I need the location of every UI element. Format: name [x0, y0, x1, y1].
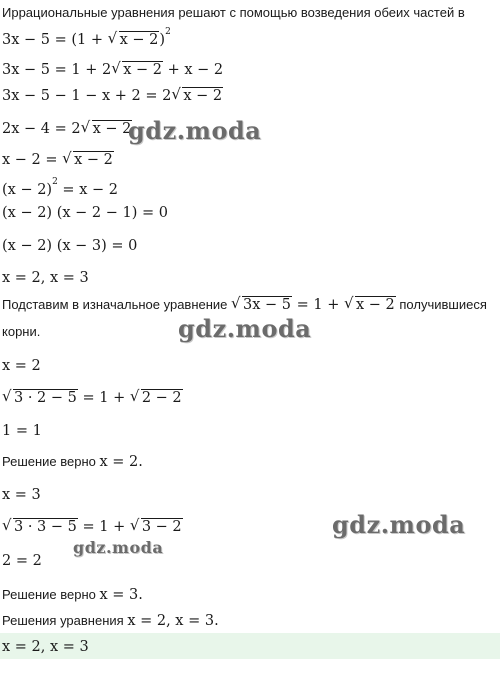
answer-box — [0, 633, 500, 659]
sqrt-symbol — [130, 389, 183, 407]
sqrt-symbol — [81, 120, 133, 138]
equation-4 — [2, 120, 132, 138]
eq4-left: 2x − 4 = 2 — [2, 121, 81, 137]
equation-7: (x − 2) (x − 2 − 1) = 0 — [2, 205, 168, 221]
check1-verdict-math: x = 2. — [99, 454, 143, 470]
sqrt-symbol — [231, 296, 292, 314]
substitute-suffix: получившиеся — [395, 297, 487, 312]
eq2-radicand: x − 2 — [123, 62, 162, 78]
check1-mid: = 1 + — [77, 390, 130, 406]
check2-equation — [2, 518, 183, 536]
sqrt-symbol — [2, 518, 78, 536]
watermark: gdz.moda — [178, 314, 312, 343]
check2-verdict — [2, 586, 143, 604]
equation-3 — [2, 87, 223, 105]
substitute-radicand-1: 3x − 5 — [243, 297, 292, 313]
eq1-paren-open: (1 + — [71, 31, 108, 48]
eq1-paren-close: ) — [159, 31, 166, 48]
intro-text: Иррациональные уравнения решают с помощью возведения обеих частей в — [2, 5, 465, 20]
check1-result: 1 = 1 — [2, 423, 42, 439]
substitute-prefix: Подставим в изначальное уравнение — [2, 297, 232, 312]
check1-verdict-text: Решение верно — [2, 454, 100, 469]
check2-verdict-text: Решение верно — [2, 587, 100, 602]
eq2-left: 3x − 5 = 1 + 2 — [2, 62, 112, 78]
check1-x: x = 2 — [2, 358, 41, 374]
equation-1 — [2, 27, 171, 49]
watermark: gdz.moda — [332, 510, 466, 539]
solutions-math: x = 2, x = 3. — [127, 613, 219, 629]
substitute-text-line2: корни. — [2, 324, 41, 339]
solutions-text: Решения уравнения — [2, 613, 128, 628]
eq5-radicand: x − 2 — [74, 152, 113, 168]
check2-radicand-1: 3 · 3 − 5 — [14, 519, 77, 535]
check1-radicand-1: 3 · 2 − 5 — [14, 390, 77, 406]
substitute-mid: = 1 + — [292, 297, 344, 313]
sqrt-symbol — [111, 61, 163, 79]
eq6-power: 2 — [52, 177, 58, 187]
check2-x: x = 3 — [2, 487, 41, 503]
watermark: gdz.moda — [128, 116, 262, 145]
substitute-text — [2, 296, 487, 314]
eq1-power: 2 — [165, 27, 171, 37]
eq3-left: 3x − 5 − 1 − x + 2 = 2 — [2, 88, 172, 104]
eq5-left: x − 2 = — [2, 152, 63, 168]
sqrt-symbol — [2, 389, 78, 407]
watermark: gdz.moda — [73, 538, 164, 557]
substitute-radicand-2: x − 2 — [356, 297, 395, 313]
solutions-line — [2, 612, 219, 630]
answer-text: x = 2, x = 3 — [2, 639, 89, 655]
eq1-radicand: x − 2 — [119, 31, 159, 48]
equation-9: x = 2, x = 3 — [2, 270, 89, 286]
check2-radicand-2: 3 − 2 — [141, 519, 182, 535]
equation-5 — [2, 151, 114, 169]
sqrt-symbol — [62, 151, 114, 169]
eq3-radicand: x − 2 — [183, 88, 223, 104]
eq6-left: (x − 2) — [2, 181, 53, 198]
sqrt-symbol — [130, 518, 183, 536]
eq6-right: = x − 2 — [57, 181, 118, 198]
equation-2 — [2, 61, 223, 79]
eq4-radicand: x − 2 — [92, 121, 132, 137]
sqrt-symbol — [344, 296, 396, 314]
eq2-right: + x − 2 — [162, 62, 224, 78]
check1-radicand-2: 2 − 2 — [141, 390, 182, 406]
check2-verdict-math: x = 3. — [99, 587, 143, 603]
equation-8: (x − 2) (x − 3) = 0 — [2, 238, 138, 254]
equation-6 — [2, 177, 118, 199]
check2-result: 2 = 2 — [2, 553, 42, 569]
sqrt-symbol — [171, 87, 223, 105]
sqrt-symbol — [108, 31, 160, 49]
eq1-lhs: 3x − 5 = — [2, 31, 72, 48]
check2-mid: = 1 + — [77, 519, 130, 535]
substitute-equation — [231, 297, 396, 313]
check1-equation — [2, 389, 183, 407]
check1-verdict — [2, 453, 143, 471]
